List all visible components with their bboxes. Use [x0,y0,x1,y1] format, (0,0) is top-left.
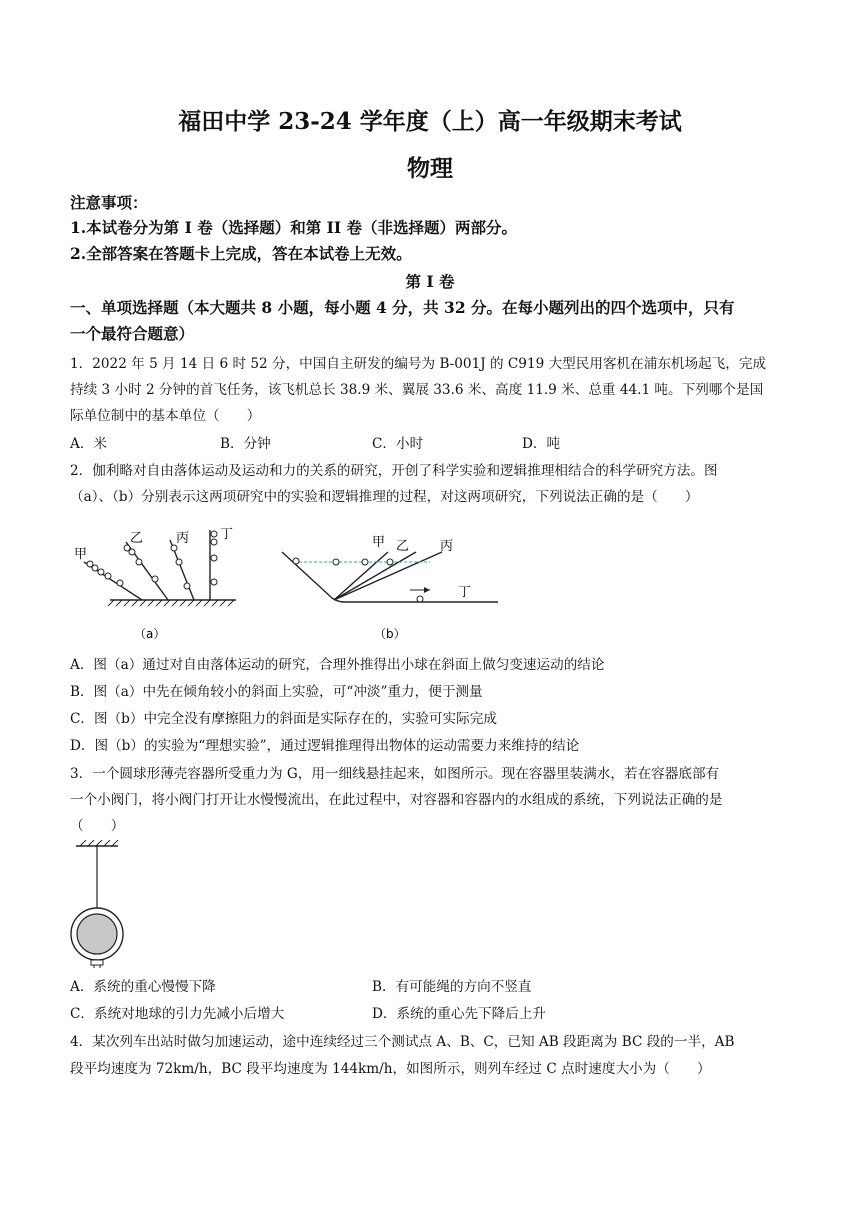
q3-option-d: D．系统的重心先下降后上升 [372,1006,547,1022]
q3-figure-sphere [66,840,130,970]
q2-figure-b [270,520,510,650]
notes-heading: 注意事项： [70,193,148,212]
q2-text-line-2: （a）、（b）分别表示这两项研究中的实验和逻辑推理的过程，对这两项研究，下列说法正确的是（ ） [70,489,699,505]
q1-option-b: B．分钟 [220,436,271,452]
q2-text-line-1: 2．伽利略对自由落体运动及运动和力的关系的研究，开创了科学实验和逻辑推理相结合的科学研究方法。图 [70,463,718,479]
q3-text-line-3: （ ） [70,818,125,834]
q2-option-a: A．图（a）通过对自由落体运动的研究，合理外推得出小球在斜面上做匀变速运动的结论 [70,657,605,673]
fig-b-label-jia: 甲 [372,535,386,550]
q2-option-d: D．图（b）的实验为“理想实验”，通过逻辑推理得出物体的运动需要力来维持的结论 [70,738,580,754]
fig-a-label-bing: 丙 [176,531,190,546]
fig-b-caption: （b） [374,627,406,641]
q3-option-b: B．有可能绳的方向不竖直 [372,979,532,995]
fig-a-caption: （a） [134,627,166,641]
section-heading-line-1: 一、单项选择题（本大题共 8 小题，每小题 4 分，共 32 分。在每小题列出的四个选项中，只有 [70,298,735,317]
q4-text-line-2: 段平均速度为 72km/h，BC 段平均速度为 144km/h，如图所示，则列车经过 C 点时速度大小为（ ） [70,1061,711,1077]
q1-text-line-1: 1．2022 年 5 月 14 日 6 时 52 分，中国自主研发的编号为 B-001J 的 C919 大型民用客机在浦东机场起飞，完成 [70,356,767,372]
q1-option-c: C．小时 [372,436,424,452]
q2-option-c: C．图（b）中完全没有摩擦阻力的斜面是实际存在的，实验可实际完成 [70,711,497,727]
q1-text-line-3: 际单位制中的基本单位（ ） [70,408,261,424]
fig-a-label-jia: 甲 [74,547,88,562]
q3-text-line-1: 3．一个圆球形薄壳容器所受重力为 G，用一细线悬挂起来，如图所示。现在容器里装满水，若在容器底部有 [70,766,720,782]
section-heading-line-2: 一个最符合题意） [70,324,195,343]
q2-figure-a [70,520,250,650]
fig-b-label-ding: 丁 [458,585,472,600]
subject-title: 物理 [407,155,453,182]
q1-option-d: D．吨 [522,436,561,452]
q1-text-line-2: 持续 3 小时 2 分钟的首飞任务，该飞机总长 38.9 米、翼展 33.6 米、高度 11.9 米、总重 44.1 吨。下列哪个是国 [70,382,764,398]
q3-option-a: A．系统的重心慢慢下降 [70,979,216,995]
exam-title: 福田中学 23-24 学年度（上）高一年级期末考试 [178,108,682,135]
q2-option-b: B．图（a）中先在倾角较小的斜面上实验，可“冲淡”重力，便于测量 [70,684,483,700]
fig-a-label-yi: 乙 [130,531,144,546]
part-title: 第 I 卷 [405,272,455,291]
q3-option-c: C．系统对地球的引力先减小后增大 [70,1006,285,1022]
q1-option-a: A．米 [70,436,108,452]
note-item-1: 1.本试卷分为第 I 卷（选择题）和第 II 卷（非选择题）两部分。 [70,218,518,237]
note-item-2: 2.全部答案在答题卡上完成，答在本试卷上无效。 [70,244,412,263]
q4-text-line-1: 4．某次列车出站时做匀加速运动，途中连续经过三个测试点 A、B、C，已知 AB 段距离为 BC 段的一半，AB [70,1034,735,1050]
fig-b-label-bing: 丙 [440,539,454,554]
fig-a-label-ding: 丁 [220,527,234,542]
fig-b-label-yi: 乙 [396,539,410,554]
q3-text-line-2: 一个小阀门，将小阀门打开让水慢慢流出，在此过程中，对容器和容器内的水组成的系统，下列说法正确的是 [70,792,723,808]
